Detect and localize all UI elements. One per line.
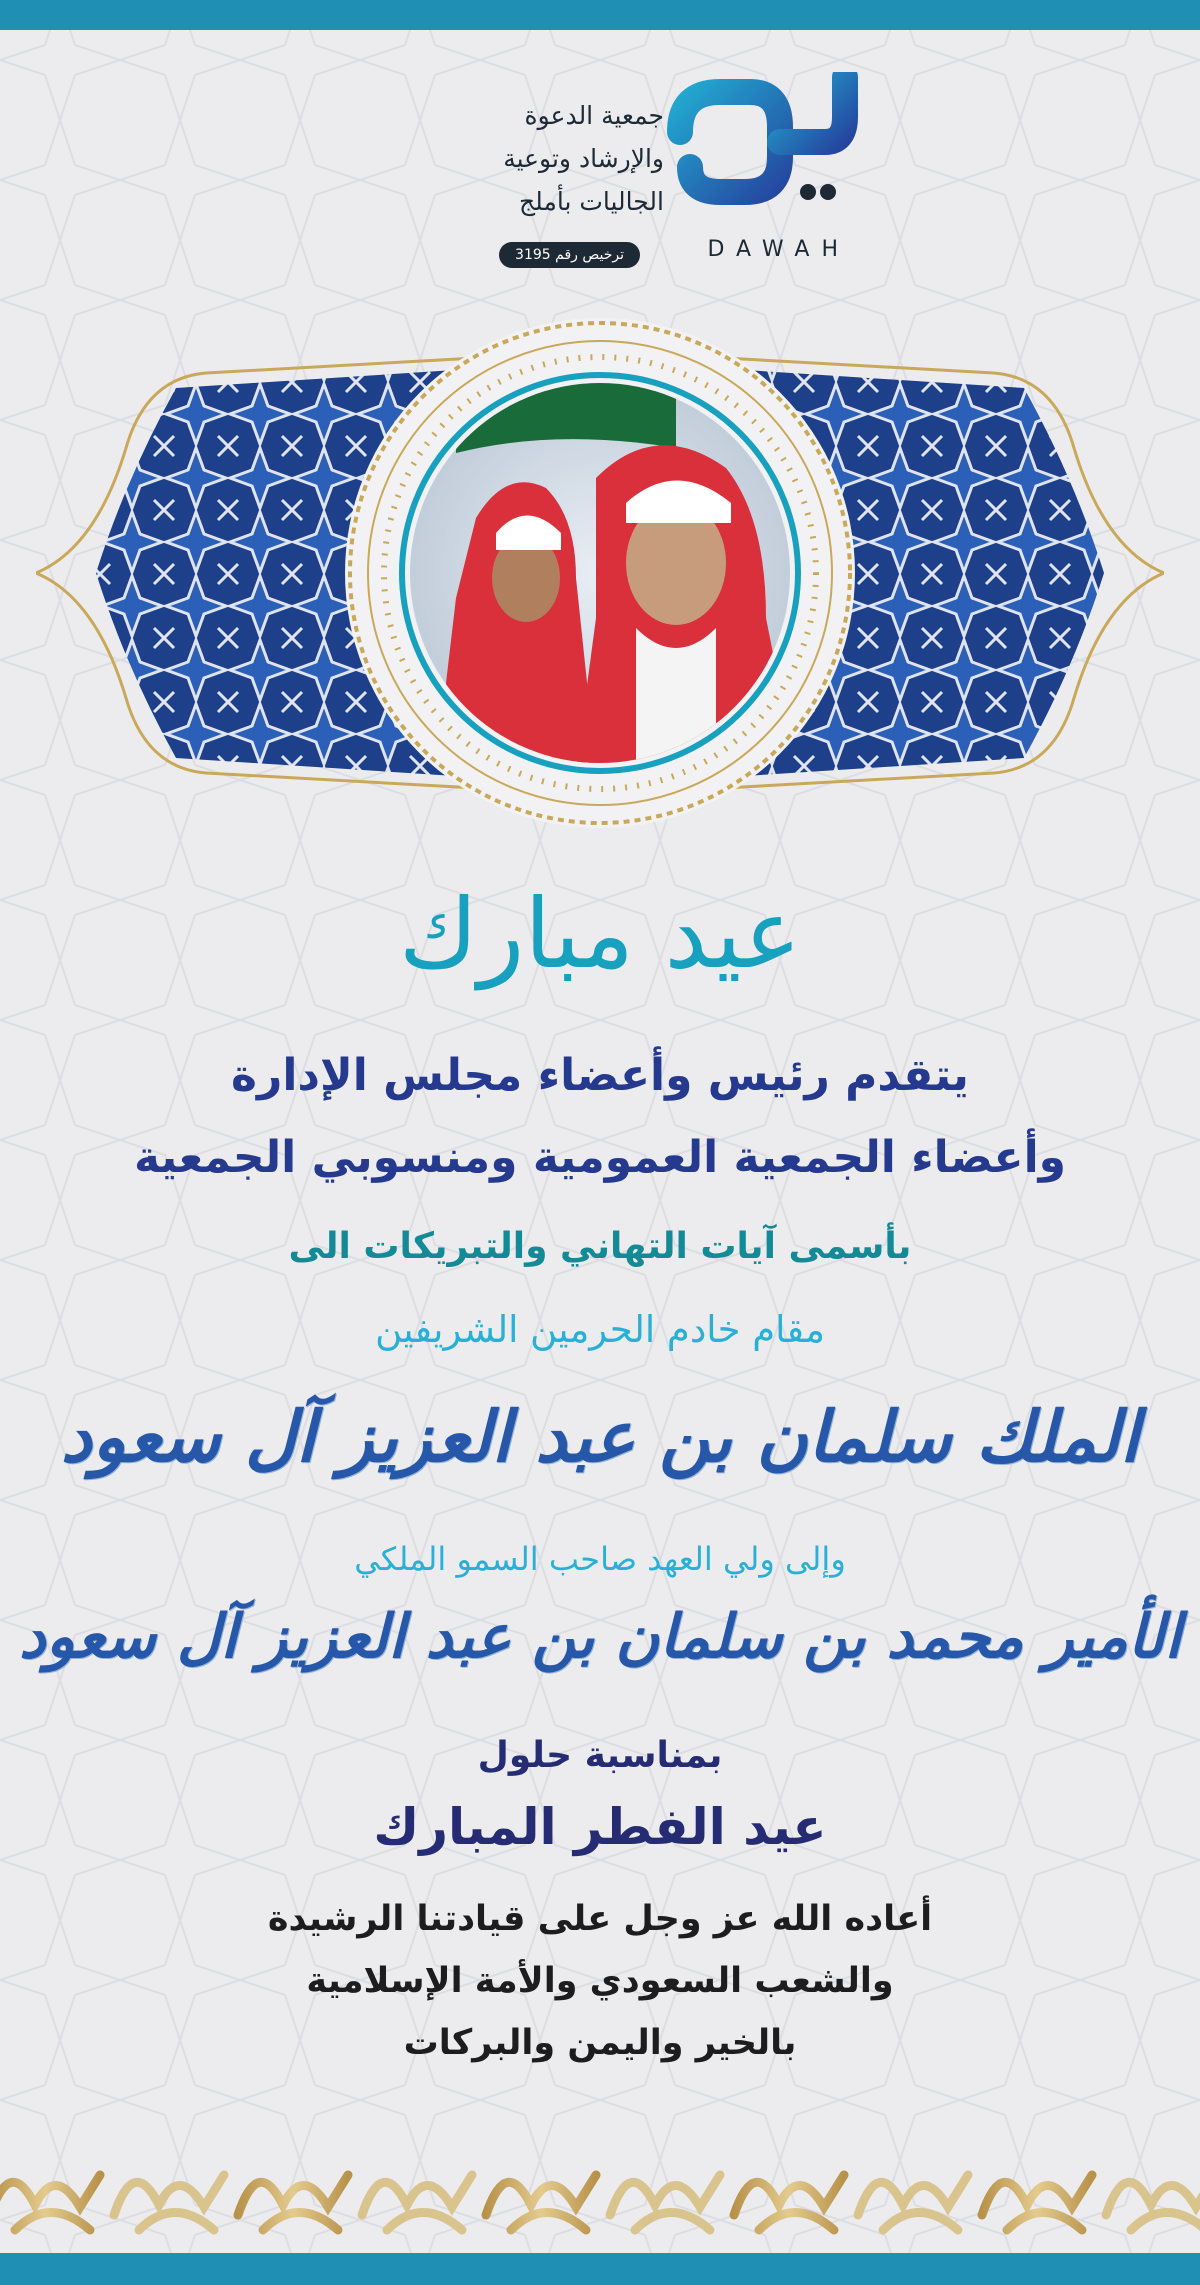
occasion-title: عيد الفطر المبارك — [373, 1798, 827, 1856]
bottom-band — [0, 2253, 1200, 2285]
greeting-line-8: بمناسبة حلول — [477, 1735, 723, 1776]
border-ornament — [982, 2175, 1092, 2230]
king-name-calligraphy: الملك سلمان بن عبد العزيز آل سعود — [60, 1395, 1140, 1478]
blessing-line-2: والشعب السعودي والأمة الإسلامية — [306, 1961, 894, 2001]
border-ornament — [114, 2175, 224, 2230]
greeting-line-4: مقام خادم الحرمين الشريفين — [375, 1308, 825, 1351]
border-ornament — [362, 2175, 472, 2230]
logo-brand-text: DAWAH — [707, 237, 850, 262]
greeting-line-1: يتقدم رئيس وأعضاء مجلس الإدارة — [231, 1050, 969, 1101]
border-ornament — [486, 2175, 596, 2230]
border-ornament — [238, 2175, 348, 2230]
greeting-line-6: وإلى ولي العهد صاحب السمو الملكي — [354, 1540, 846, 1578]
ornament-frame — [36, 318, 1164, 838]
border-ornament — [0, 2175, 100, 2230]
license-badge: ترخيص رقم 3195 — [499, 242, 640, 268]
logo-text — [404, 94, 664, 223]
blessing-line-1: أعاده الله عز وجل على قيادتنا الرشيدة — [267, 1899, 933, 1939]
logo-line-2: والإرشاد وتوعية — [503, 144, 664, 173]
eid-mubarak-title: عيد مبارك — [398, 878, 802, 990]
greeting-line-3: بأسمى آيات التهاني والتبريكات الى — [288, 1226, 912, 1267]
border-ornament — [1106, 2175, 1200, 2230]
border-ornament — [858, 2175, 968, 2230]
border-ornament — [734, 2175, 844, 2230]
blessing-line-3: بالخير واليمن والبركات — [403, 2023, 797, 2063]
border-ornament — [610, 2175, 720, 2230]
logo-line-3: الجاليات بأملج — [519, 187, 664, 216]
blessing-block — [0, 1888, 1200, 2074]
decorative-border — [0, 2135, 1200, 2245]
dawah-logo-icon — [650, 72, 860, 262]
association-logo — [360, 72, 860, 282]
greeting-line-2: وأعضاء الجمعية العمومية ومنسوبي الجمعية — [133, 1132, 1067, 1183]
crown-prince-name-calligraphy: الأمير محمد بن سلمان بن عبد العزيز آل سعود — [18, 1602, 1182, 1672]
top-band — [0, 0, 1200, 30]
logo-line-1: جمعية الدعوة — [524, 101, 664, 130]
